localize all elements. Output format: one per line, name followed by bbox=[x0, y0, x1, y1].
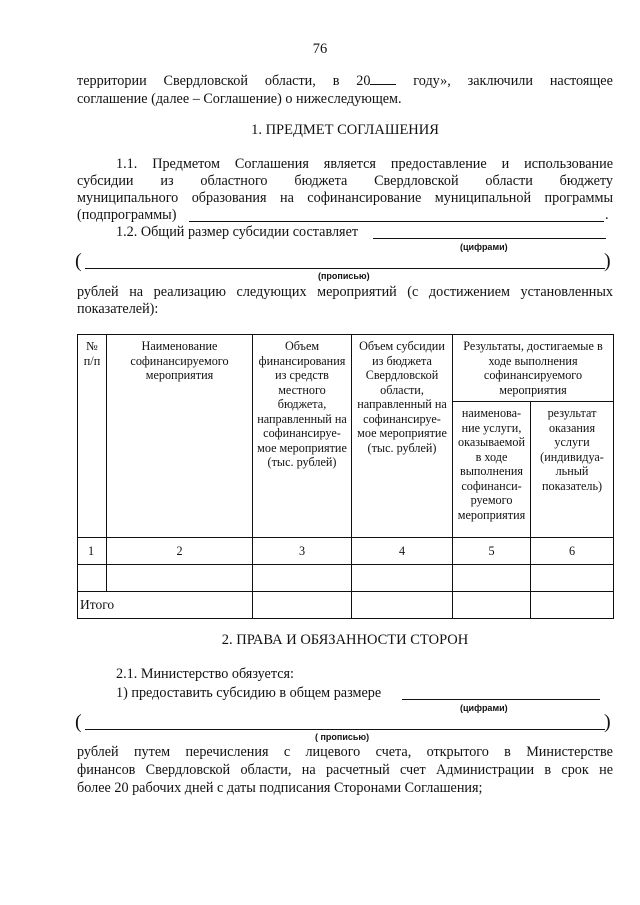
hint-digits: (цифрами) bbox=[460, 242, 508, 252]
header-name: Наименование софинансируемого мероприятия bbox=[107, 335, 253, 538]
s2-word: лицевого bbox=[305, 744, 361, 760]
s1-p1-line2: субсидии из областного бюджета Свердловской области бюджету bbox=[77, 173, 613, 189]
intro-word: Свердловской bbox=[163, 73, 248, 89]
s2-p3-line2: финансов Свердловской области, на расчетный счет Администрации в срок не bbox=[77, 762, 613, 778]
s1-p1-line3: муниципального образования на софинансирование муниципальной программы bbox=[77, 190, 613, 206]
paren-open: ( bbox=[75, 250, 82, 272]
s2-p3-line3: более 20 рабочих дней с даты подписания Сторонами Соглашения; bbox=[77, 780, 483, 796]
s2-word: счета, bbox=[375, 744, 412, 760]
intro-word: настоящее bbox=[549, 73, 613, 89]
column-number: 6 bbox=[531, 538, 614, 565]
s2-word: перечисления bbox=[185, 744, 269, 760]
s1-p2: 1.2. Общий размер субсидии составляет bbox=[116, 224, 359, 240]
intro-word: году», bbox=[413, 73, 451, 89]
s2-word: открытого bbox=[426, 744, 489, 760]
s2-word: с bbox=[283, 744, 291, 760]
measures-table bbox=[77, 334, 614, 619]
header-service-result: результат оказания услуги (индивидуа-льный показатель) bbox=[531, 402, 614, 538]
total-row bbox=[78, 592, 614, 619]
s2-word: в bbox=[504, 744, 511, 760]
intro-word: области, bbox=[264, 73, 316, 89]
s2-p1: 2.1. Министерство обязуется: bbox=[116, 666, 294, 682]
paren-close: ) bbox=[604, 250, 611, 272]
program-blank-line bbox=[189, 221, 604, 222]
s2-word: Министерстве bbox=[526, 744, 613, 760]
s1-p3-line2: показателей): bbox=[77, 301, 159, 317]
page-number: 76 bbox=[312, 41, 328, 57]
hint-words: (прописью) bbox=[318, 271, 370, 281]
header-local-budget: Объем финансирования из средств местного бюджета, направленный на софинансируе-мое мероприятие (тыс. рублей) bbox=[253, 335, 352, 538]
header-service-name: наименова-ние услуги, оказываемой в ходе выполнения софинанси-руемого мероприятия bbox=[453, 402, 531, 538]
intro-word: в bbox=[332, 73, 340, 89]
section-2-title: 2. ПРАВА И ОБЯЗАННОСТИ СТОРОН bbox=[221, 632, 469, 648]
intro-year: 20 bbox=[356, 72, 396, 90]
header-number: № п/п bbox=[78, 335, 107, 538]
s2-hint-words: ( прописью) bbox=[315, 732, 370, 742]
s2-p3-line1 bbox=[77, 743, 613, 761]
s1-p1-line1: 1.1. Предметом Соглашения является предоставление и использование bbox=[116, 156, 613, 172]
header-subsidy: Объем субсидии из бюджета Свердловской области, направленный на софинансируе-мое мероприятие (тыс. рублей) bbox=[352, 335, 453, 538]
s2-paren-open: ( bbox=[75, 711, 82, 733]
s2-paren-close: ) bbox=[604, 711, 611, 733]
column-number: 2 bbox=[107, 538, 253, 565]
s2-words-line bbox=[85, 729, 605, 730]
s2-p2: 1) предоставить субсидию в общем размере bbox=[116, 685, 382, 701]
subsidy-digits-line bbox=[373, 238, 606, 239]
s1-p1-end: . bbox=[605, 207, 609, 223]
column-number: 1 bbox=[78, 538, 107, 565]
intro-word: территории bbox=[77, 73, 147, 89]
column-number: 3 bbox=[253, 538, 352, 565]
section-1-title: 1. ПРЕДМЕТ СОГЛАШЕНИЯ bbox=[251, 122, 439, 138]
column-number: 4 bbox=[352, 538, 453, 565]
intro-word: заключили bbox=[467, 73, 533, 89]
s2-word: путем bbox=[133, 744, 171, 760]
s2-hint-digits: (цифрами) bbox=[460, 703, 508, 713]
s1-p1-line4: (подпрограммы) bbox=[77, 207, 177, 223]
table-row bbox=[78, 565, 614, 592]
column-number: 5 bbox=[453, 538, 531, 565]
total-label: Итого bbox=[78, 592, 253, 619]
intro-line-1 bbox=[77, 72, 613, 90]
s2-digits-line bbox=[402, 699, 600, 700]
subsidy-words-line bbox=[85, 268, 605, 269]
s1-p3-line1: рублей на реализацию следующих мероприятий (с достижением установленных bbox=[77, 284, 613, 300]
header-results: Результаты, достигаемые в ходе выполнения софинансируемого мероприятия bbox=[453, 335, 614, 402]
s2-word: рублей bbox=[77, 744, 119, 760]
intro-line-2: соглашение (далее – Соглашение) о нижеследующем. bbox=[77, 91, 402, 107]
